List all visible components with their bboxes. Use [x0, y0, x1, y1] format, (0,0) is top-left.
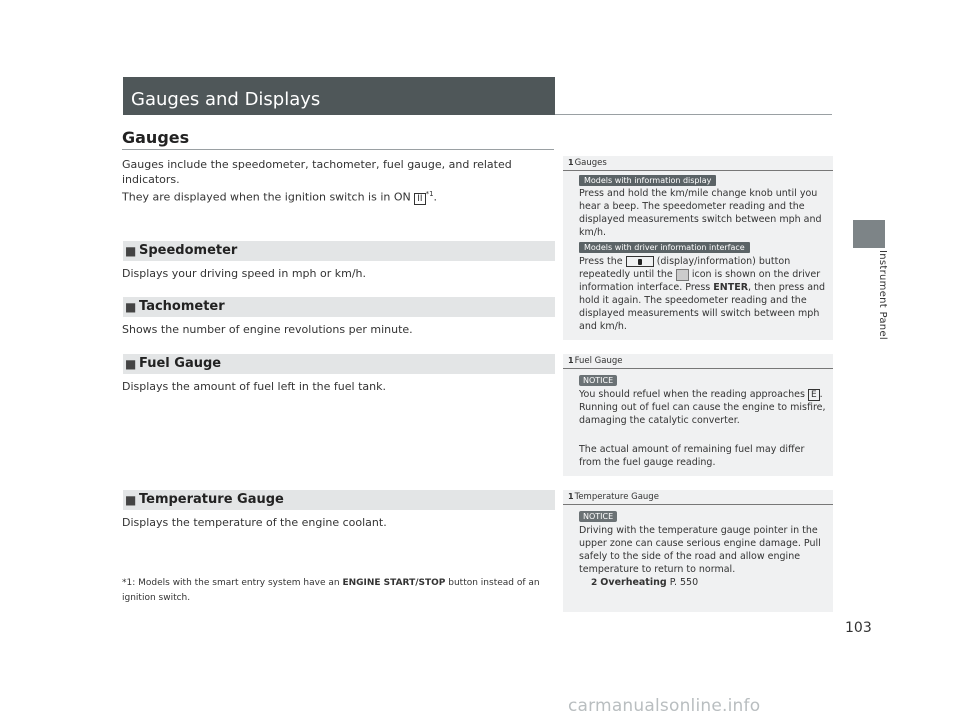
tachometer-section-bar: [123, 297, 555, 317]
chapter-title: Gauges and Displays: [131, 89, 321, 110]
chapter-side-label: Instrument Panel: [877, 250, 888, 340]
intro-paragraph: Gauges include the speedometer, tachometer, fuel gauge, and related indicators. They are displayed when the ignition switch is in ON II $^{*1}$.: [122, 158, 512, 204]
note-heading: 1Temperature Gauge: [568, 492, 659, 502]
title-divider: [555, 114, 832, 115]
temperature-gauge-section-bar: [123, 490, 555, 510]
note-heading: 1Fuel Gauge: [568, 356, 623, 366]
display-info-button-icon: [626, 256, 654, 267]
note-divider: [563, 504, 833, 505]
fuel-empty-key: E: [808, 389, 820, 401]
footnote: *1: Models with the smart entry system have an ENGINE START/STOP button instead of an ignition switch.: [122, 578, 540, 603]
section-heading: Gauges: [122, 128, 190, 147]
model-badge: Models with driver information interface: [579, 242, 750, 253]
note-text: Driving with the temperature gauge pointer in the upper zone can cause serious engine damage. Pull safely to the side of the road and allow engine temperature to return to normal.: [579, 525, 821, 575]
section-title: Temperature Gauge: [139, 492, 284, 507]
notice-badge: NOTICE: [579, 375, 617, 386]
fuel-gauge-section-bar: [123, 354, 555, 374]
tachometer-text: Shows the number of engine revolutions per minute.: [122, 323, 413, 336]
note-text: The actual amount of remaining fuel may differ from the fuel gauge reading.: [579, 444, 805, 468]
square-bullet-icon: ■: [125, 244, 137, 258]
heading-divider: [122, 149, 554, 150]
note-heading: 1Gauges: [568, 158, 607, 168]
square-bullet-icon: ■: [125, 300, 137, 314]
square-bullet-icon: ■: [125, 493, 137, 507]
note-divider: [563, 368, 833, 369]
speedometer-text: Displays your driving speed in mph or km/h.: [122, 267, 367, 280]
section-title: Fuel Gauge: [139, 356, 222, 371]
page-number: 103: [845, 620, 872, 636]
ignition-on-key: II: [414, 193, 425, 205]
gauges-note-box: [563, 156, 833, 340]
notice-badge: NOTICE: [579, 511, 617, 522]
note-text: You should refuel when the reading approaches E . Running out of fuel can cause the engine to misfire, damaging the catalytic converter.: [579, 389, 826, 426]
fuel-gauge-note-box: [563, 354, 833, 476]
note-text: Press the (display/information) button repeatedly until the icon is shown on the driver information interface. Press ENTER, then press and hold it again. The speedometer reading and the displayed measurements will switch between mph and km/h.: [579, 256, 826, 332]
model-badge: Models with information display: [579, 175, 716, 186]
temperature-gauge-note-box: [563, 490, 833, 612]
watermark: carmanualsonline.info: [568, 696, 761, 716]
chapter-title-bar: [123, 77, 555, 115]
cross-reference-icon: 2: [591, 578, 598, 588]
section-title: Tachometer: [139, 299, 225, 314]
chapter-tab-marker: [853, 220, 885, 248]
section-title: Speedometer: [139, 243, 238, 258]
square-bullet-icon: ■: [125, 357, 137, 371]
note-divider: [563, 170, 833, 171]
overheating-cross-reference[interactable]: 2 Overheating P. 550: [591, 577, 699, 588]
fuel-gauge-text: Displays the amount of fuel left in the fuel tank.: [122, 380, 386, 393]
temperature-gauge-text: Displays the temperature of the engine coolant.: [122, 516, 387, 529]
speedometer-section-bar: [123, 241, 555, 261]
speedometer-setting-icon: [676, 269, 689, 281]
note-text: Press and hold the km/mile change knob until you hear a beep. The speedometer reading and the displayed measurements switch between mph and km/h.: [579, 188, 822, 238]
